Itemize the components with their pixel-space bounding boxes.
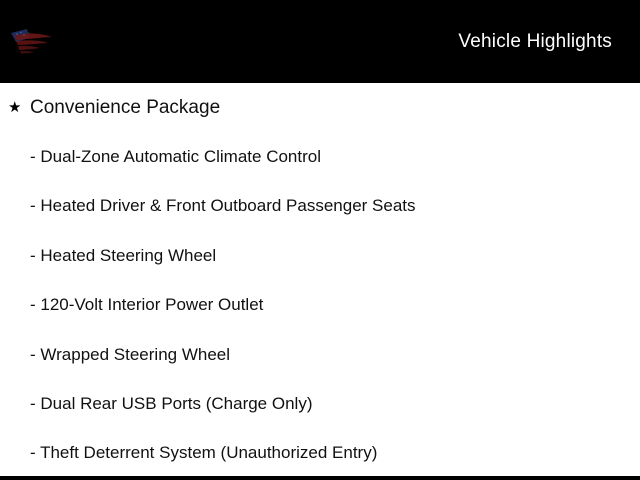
page-title: Vehicle Highlights: [458, 30, 612, 52]
list-item: [0, 281, 640, 330]
item-label: - 120-Volt Interior Power Outlet: [30, 295, 264, 315]
bottom-bar: [0, 476, 640, 480]
list-item: [0, 132, 640, 181]
list-item: [0, 330, 640, 379]
list-item: [0, 231, 640, 280]
item-label: - Dual Rear USB Ports (Charge Only): [30, 394, 313, 414]
item-label: - Heated Steering Wheel: [30, 245, 217, 265]
item-label: - Heated Driver & Front Outboard Passenger Seats: [30, 196, 416, 216]
header-bar: [0, 0, 640, 83]
eagle-flag-logo-icon: [8, 25, 66, 57]
package-label: Convenience Package: [30, 96, 221, 118]
star-bullet-icon: ★: [8, 98, 22, 116]
item-label: - Theft Deterrent System (Unauthorized Entry): [30, 443, 378, 463]
package-row: [0, 83, 640, 132]
list-item: [0, 429, 640, 478]
item-label: - Dual-Zone Automatic Climate Control: [30, 147, 322, 167]
list-item: [0, 379, 640, 428]
item-label: - Wrapped Steering Wheel: [30, 344, 231, 364]
content-list: [0, 83, 640, 478]
list-item: [0, 182, 640, 231]
